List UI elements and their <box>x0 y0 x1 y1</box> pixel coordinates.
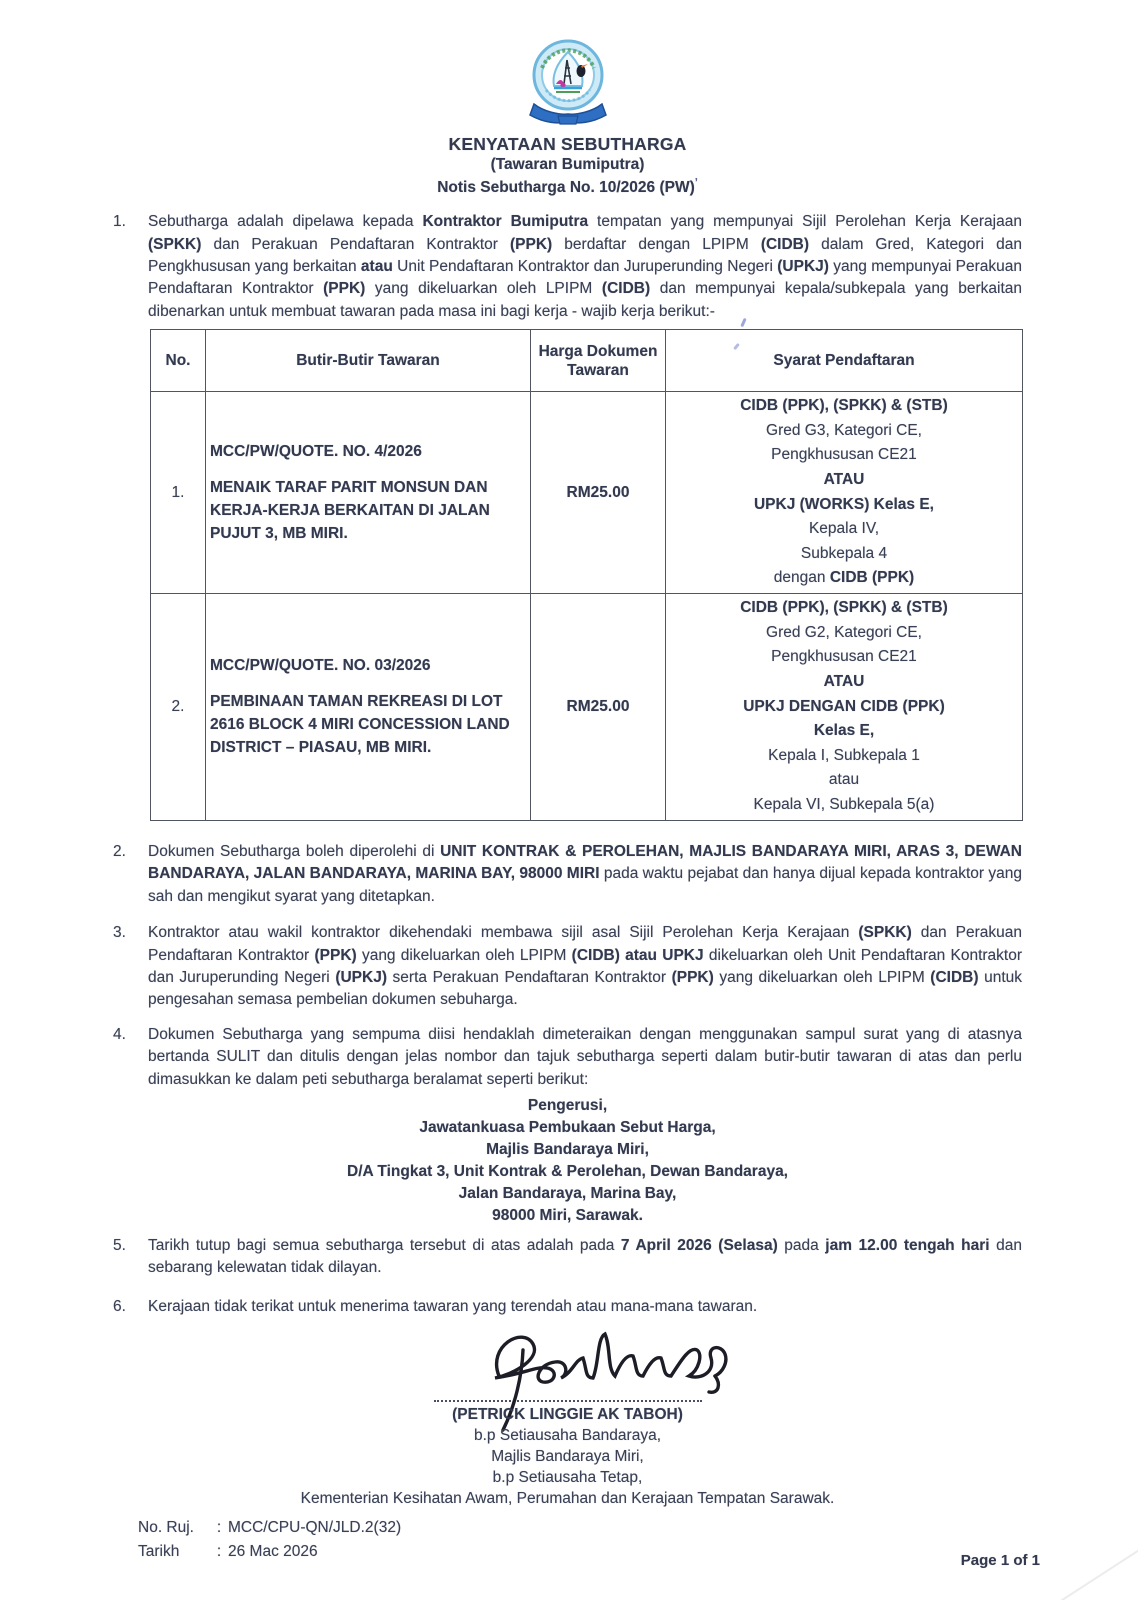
ref-value: MCC/CPU-QN/JLD.2(32) <box>228 1519 402 1536</box>
clause-number: 3. <box>113 924 126 942</box>
clause-text: Dokumen Sebutharga yang sempuma diisi hendaklah dimeteraikan dengan menggunakan sampul surat yang di atasnya bertanda SULIT dan ditulis dengan jelas nombor dan tajuk sebutharga seperti dalam butir-butir tawaran di atas dan perlu dimasukkan ke dalam peti sebutharga beralamat seperti berikut: <box>148 1025 1022 1088</box>
registration-requirements: CIDB (PPK), (SPKK) & (STB) Gred G2, Kategori CE, Pengkhususan CE21 ATAU UPKJ DENGAN CIDB (PPK) Kelas E, Kepala I, Subkepala 1 atau Kepala VI, Subkepala 5(a) <box>666 593 1023 820</box>
clause-text: Kerajaan tidak terikat untuk menerima tawaran yang terendah atau mana-mana tawaran. <box>148 1297 758 1315</box>
row-number: 2. <box>151 593 206 820</box>
notice-number: Notis Sebutharga No. 10/2026 (PW) <box>437 179 695 197</box>
header-harga-dokumen: Harga Dokumen Tawaran <box>531 330 666 392</box>
reference-number-row <box>138 1516 401 1540</box>
clause-number: 2. <box>113 842 126 860</box>
clause-4 <box>113 1024 1022 1091</box>
tender-item-cell <box>206 593 531 820</box>
tender-item-cell <box>206 392 531 594</box>
quote-reference: MCC/PW/QUOTE. NO. 03/2026 <box>210 657 431 675</box>
table-header-row <box>151 330 1023 392</box>
page-number: Page 1 of 1 <box>960 1552 1040 1569</box>
signatory-name: (PETRICK LINGGIE AK TABOH) <box>452 1406 683 1424</box>
signature-dotted-line <box>434 1400 702 1402</box>
ref-colon: : <box>216 1519 222 1536</box>
clause-number: 5. <box>113 1237 126 1254</box>
clause-1 <box>113 211 1022 323</box>
document-price: RM25.00 <box>531 593 666 820</box>
registration-requirements: CIDB (PPK), (SPKK) & (STB) Gred G3, Kategori CE, Pengkhususan CE21 ATAU UPKJ (WORKS) Kelas E, Kepala IV, Subkepala 4 dengan CIDB (PPK) <box>666 392 1023 594</box>
work-description: PEMBINAAN TAMAN REKREASI DI LOT 2616 BLOCK 4 MIRI CONCESSION LAND DISTRICT – PIASAU, MB MIRI. <box>210 693 510 757</box>
clause-text: Sebutharga adalah dipelawa kepada Kontraktor Bumiputra tempatan yang mempunyai Sijil Perolehan Kerja Kerajaan (SPKK) dan Perakuan Pendaftaran Kontraktor (PPK) berdaftar dengan LPIPM (CIDB) dalam Gred, Kategori dan Pengkhususan yang berkaitan atau Unit Pendaftaran Kontraktor dan Juruperunding Negeri (UPKJ) yang mempunyai Perakuan Pendaftaran Kontraktor (PPK) yang dikeluarkan oleh LPIPM (CIDB) dan mempunyai kepala/subkepala yang berkaitan dibenarkan untuk membuat tawaran pada masa ini bagi kerja - wajib kerja berikut:- <box>148 213 1022 320</box>
date-row <box>138 1540 401 1564</box>
scan-crease-artifact <box>993 1540 1138 1600</box>
table-row <box>151 593 1023 820</box>
clause-text: Dokumen Sebutharga boleh diperolehi di UNIT KONTRAK & PEROLEHAN, MAJLIS BANDARAYA MIRI, ARAS 3, DEWAN BANDARAYA, JALAN BANDARAYA, MARINA BAY, 98000 MIRI pada waktu pejabat dan hanya dijual kepada kontraktor yang sah dan mengikut syarat yang ditetapkan. <box>148 842 1022 905</box>
work-description: MENAIK TARAF PARIT MONSUN DAN KERJA-KERJA BERKAITAN DI JALAN PUJUT 3, MB MIRI. <box>210 479 490 543</box>
clause-text: Tarikh tutup bagi semua sebutharga tersebut di atas adalah pada 7 April 2026 (Selasa) pada jam 12.00 tengah hari dan sebarang kelewatan tidak dilayan. <box>148 1237 1022 1277</box>
document-subtitle: (Tawaran Bumiputra) <box>490 156 645 173</box>
signature-block <box>113 1318 1022 1509</box>
document-title: KENYATAAN SEBUTHARGA <box>448 134 687 154</box>
date-value: 26 Mac 2026 <box>228 1543 318 1560</box>
reference-block <box>138 1516 401 1564</box>
ref-label: No. Ruj. <box>138 1519 194 1536</box>
row-number: 1. <box>151 392 206 594</box>
clause-text: Kontraktor atau wakil kontraktor dikehendaki membawa sijil asal Sijil Perolehan Kerja Kerajaan (SPKK) dan Perakuan Pendaftaran Kontraktor (PPK) yang dikeluarkan oleh LPIPM (CIDB) atau UPKJ dikeluarkan oleh Unit Pendaftaran Kontraktor dan Juruperunding Negeri (UPKJ) serta Perakuan Pendaftaran Kontraktor (PPK) yang dikeluarkan oleh LPIPM (CIDB) untuk pengesahan semasa pembelian dokumen sebuharga. <box>148 924 1023 1009</box>
clause-5 <box>113 1235 1022 1280</box>
clause-number: 1. <box>113 213 126 231</box>
quotation-box-address: Pengerusi, Jawatankuasa Pembukaan Sebut Harga, Majlis Bandaraya Miri, D/A Tingkat 3, Unit Kontrak & Perolehan, Dewan Bandaraya, Jalan Bandaraya, Marina Bay, 98000 Miri, Sarawak. <box>347 1097 788 1224</box>
quote-reference: MCC/PW/QUOTE. NO. 4/2026 <box>210 443 422 461</box>
table-row <box>151 392 1023 594</box>
document-price: RM25.00 <box>531 392 666 594</box>
notice-number-line <box>113 174 1022 197</box>
clause-3 <box>113 922 1022 1012</box>
date-label: Tarikh <box>138 1543 180 1560</box>
pen-tick-mark: ʼ <box>694 177 698 189</box>
clause-number: 4. <box>113 1025 126 1043</box>
signatory-titles: b.p Setiausaha Bandaraya, Majlis Bandaraya Miri, b.p Setiausaha Tetap, Kementerian Kesihatan Awam, Perumahan dan Kerajaan Tempatan Sarawak. <box>300 1427 835 1508</box>
clause-6 <box>113 1296 1022 1318</box>
header-no: No. <box>151 330 206 392</box>
header-syarat-pendaftaran: Syarat Pendaftaran <box>666 330 1023 392</box>
tender-table <box>150 329 1023 821</box>
logo-container <box>113 38 1022 130</box>
clause-number: 6. <box>113 1297 126 1315</box>
city-council-crest-icon <box>490 38 646 130</box>
header-butir-tawaran: Butir-Butir Tawaran <box>206 330 531 392</box>
date-colon: : <box>216 1543 222 1560</box>
clause-2 <box>113 841 1022 908</box>
